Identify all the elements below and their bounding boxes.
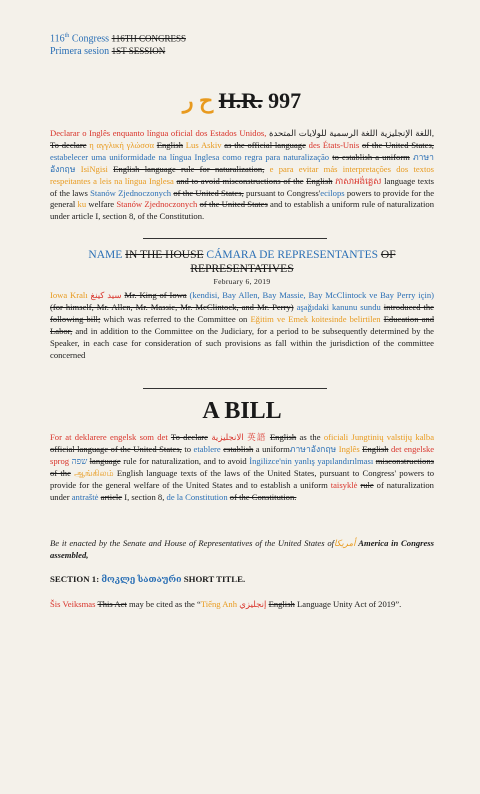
ja-text: 英語 (247, 432, 267, 442)
congress-word: Congress (71, 33, 110, 45)
struck-text: English language rule for naturalization, (113, 163, 265, 174)
chamber-spanish: CÁMARA DE REPRESENTANTES (206, 249, 379, 261)
hmn-text: Lus Askiv (185, 139, 222, 150)
struck-text: English (268, 599, 295, 609)
lt-text: oficiali Jungtinių valstijų kalba (323, 432, 435, 442)
chamber-heading (50, 248, 434, 276)
plain-text: language texts of the laws (50, 175, 434, 198)
struck-text: language (89, 455, 121, 466)
a-bill-heading: A BILL (202, 398, 282, 424)
struck-text: This Act (97, 599, 127, 609)
congress-number: 116 (50, 33, 65, 45)
struck-text: To declare (170, 432, 208, 442)
tr-text: (kendisi, Bay Allen, Bay Massie, Bay McClintock ve Bay Perry için) (189, 290, 435, 300)
plain-text: to (184, 443, 192, 454)
struck-text: English (269, 432, 297, 442)
pt-text: Declarar o Inglês enquanto língua oficial dos Estados Unidos, (50, 128, 267, 138)
divider-top (143, 238, 327, 239)
plain-text: and in addition to the Committee on the Judiciary, for a period to be subsequently determined by the Speaker, in each case for consideration of such provisions as fall within the jurisdiction of the committee concerned (50, 325, 434, 360)
bill-date: February 6, 2019 (213, 277, 271, 286)
plain-text: English language texts of the laws of the United States, pursuant to Congress' powers to provide for the general welfare of the United States and to establish a uniform (50, 467, 434, 490)
chamber-name: NAME (88, 249, 123, 261)
plain-text: of naturalization under (50, 479, 434, 502)
struck-text: IN THE HOUSE (125, 249, 204, 261)
section-title: SHORT TITLE. (183, 574, 246, 584)
el-text: η αγγλική γλώσσα (89, 139, 154, 150)
bill-number: 997 (268, 88, 302, 113)
plain-text: America in Congress assembled, (50, 538, 434, 560)
reversed-text: ecilops (320, 187, 345, 198)
title-struck: H.R. (218, 88, 263, 113)
plain-text: Be it enacted by the Senate and House of Representatives of the United States of (50, 538, 335, 548)
struck-text: of the United States (199, 199, 268, 210)
struck-text: of the United States, (361, 139, 434, 150)
title-arabic-mark: ح ر (182, 88, 214, 113)
bill-title (50, 88, 434, 114)
th-text: ภาษาอังกฤษ (50, 151, 434, 174)
ar-text: اللغة الإنجليزية اللغة الرسمية للولايات المتحدة, (269, 128, 434, 138)
tr-text: İngilizce'nin yanlış yapılandırılması (249, 455, 374, 466)
plain-text: I, section 8, (124, 491, 165, 502)
plain-text: a uniform (255, 443, 290, 454)
lt-text: taisyklė (330, 479, 358, 490)
struck-text: and to avoid misconstructions of the (176, 175, 304, 186)
plain-text: Language Unity Act of 2019”. (297, 599, 402, 609)
struck-text: to establish a uniform (332, 151, 410, 162)
struck-text: English (306, 175, 333, 186)
plain-text: may be cited as the “ (128, 599, 201, 609)
struck-text: English (362, 443, 389, 454)
zu-text: IsiNgisi (80, 163, 108, 174)
struck-text: official language of the United States, (50, 443, 182, 454)
bill-summary (50, 128, 434, 223)
congress-superscript: th (64, 33, 70, 39)
plain-text: rule for naturalization, and to avoid (123, 455, 247, 466)
pl-text: Stanów Zjednoczonych (90, 187, 172, 198)
tr-text: Iowa Kralı (50, 290, 88, 300)
bill-purpose (50, 432, 434, 503)
struck-text: Education and Labor, (50, 313, 435, 336)
congress-struck: 116TH CONGRESS (111, 33, 186, 44)
lt-text: antraštė (71, 491, 99, 502)
th-text: ภาษาอังกฤษ (289, 443, 337, 454)
congress-header (50, 30, 434, 58)
struck-text: as the official language (224, 139, 306, 150)
tr-text: Eğitim ve Emek koitesinde belirtilen (250, 313, 381, 324)
struck-text: English (156, 139, 184, 150)
ar-text: إنجليزي (239, 599, 267, 609)
ar-text: سيد كينغ (90, 290, 122, 300)
divider-bottom (143, 388, 327, 389)
da-text: etablere (193, 443, 221, 454)
ta-text: ஆங்கிலம் (74, 467, 114, 478)
enacting-clause (50, 538, 434, 562)
km-text: ភាសាអង់គ្លេស (335, 175, 382, 186)
ka-text: მოკლე სათაური (101, 574, 182, 584)
plain-text: powers to provide for the general (50, 187, 435, 210)
plain-text: welfare (88, 199, 115, 210)
pt-text: e para evitar más interpretações dos textos respeitantes a leis na língua Inglesa (50, 163, 434, 186)
struck-text: introduced the following bill; (50, 301, 435, 324)
fr-text: de la Constitution (166, 491, 228, 502)
ar-text: أمريكا (334, 538, 356, 548)
plain-text: which was referred to the Committee on (103, 313, 248, 324)
struck-text: of the Constitution. (229, 491, 297, 502)
session-struck: 1ST SESSION (111, 46, 166, 57)
session-text: Primera sesion (50, 46, 110, 58)
plain-text: as the (299, 432, 321, 442)
struck-text: OF REPRESENTATIVES (190, 249, 396, 275)
struck-text: article (100, 491, 123, 502)
introduction-paragraph (50, 290, 434, 361)
lv-text: Šis Veiksmas (50, 599, 96, 609)
he-text: שפה (71, 455, 88, 466)
rw-text: ku (77, 199, 87, 210)
struck-text: To declare (50, 139, 87, 150)
da-text: For at deklarere engelsk som det (50, 432, 168, 442)
struck-text: Mr. King of Iowa (124, 290, 187, 300)
plain-text: pursuant to Congress' (245, 187, 321, 198)
struck-text: (for himself, Mr. Allen, Mr. Massie, Mr. McClintock, and Mr. Perry) (50, 301, 294, 312)
struck-text: misconstructions of the (50, 455, 434, 478)
struck-text: of the United States, (173, 187, 244, 198)
ar-text: الانجليزية (211, 432, 244, 442)
fr-text: des États-Unis (308, 139, 360, 150)
da-text: det engelske sprog (50, 443, 435, 466)
section-heading (50, 574, 434, 585)
struck-text: rule (360, 479, 374, 490)
vi-text: Tiếng Anh (200, 599, 238, 609)
tr-text: aşağıdaki kanunu sundu (296, 301, 381, 312)
struck-text: establish (223, 443, 254, 454)
pt-text: Inglês (338, 443, 360, 454)
plain-text: and to establish a uniform rule of naturalization under article I, section 8, of the Constitution. (50, 199, 435, 222)
pt-text: estabelecer uma uniformidade na língua Inglesa como regra para naturalização (50, 151, 330, 162)
section-label: SECTION 1: (50, 574, 100, 584)
pl-text: Stanów Zjednoczonych (116, 199, 198, 210)
short-title-paragraph (50, 599, 434, 611)
